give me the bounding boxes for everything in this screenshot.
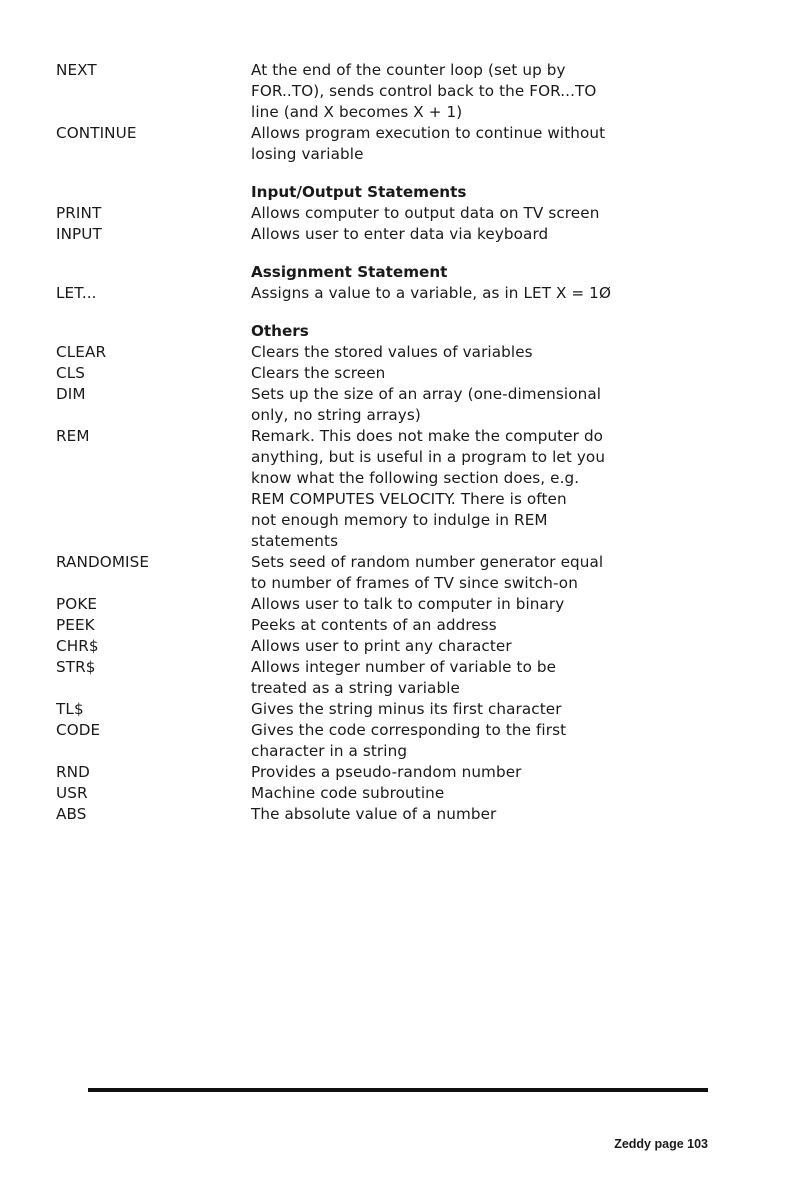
glossary-entry	[56, 123, 716, 165]
command-keyword: PRINT	[56, 204, 102, 222]
command-description: Allows user to talk to computer in binary	[251, 595, 565, 613]
command-keyword: PEEK	[56, 616, 95, 634]
glossary-entry	[56, 783, 716, 804]
command-keyword: RANDOMISE	[56, 553, 150, 571]
glossary-entry	[56, 342, 716, 363]
glossary-entry	[56, 203, 716, 224]
glossary-entry	[56, 699, 716, 720]
command-keyword: CONTINUE	[56, 124, 137, 142]
glossary-entry	[56, 636, 716, 657]
heading-spacer	[56, 321, 251, 342]
horizontal-rule	[88, 1088, 708, 1092]
glossary-entry	[56, 720, 716, 762]
command-keyword: USR	[56, 784, 88, 802]
command-description: Remark. This does not make the computer do anything, but is useful in a program to let you know what the following section does, e.g. REM COMPUTES VELOCITY. There is often not enough memory to indulge in REM statements	[251, 427, 606, 550]
section-heading	[56, 262, 716, 283]
command-keyword: CODE	[56, 721, 101, 739]
glossary-entry	[56, 657, 716, 699]
command-description: Allows computer to output data on TV screen	[251, 204, 600, 222]
command-keyword: NEXT	[56, 61, 97, 79]
section-heading-text: Others	[251, 322, 309, 340]
command-glossary	[56, 60, 716, 825]
command-keyword: CHR$	[56, 637, 99, 655]
command-description: Machine code subroutine	[251, 784, 445, 802]
command-description: Clears the stored values of variables	[251, 343, 533, 361]
section-heading	[56, 321, 716, 342]
command-description: Assigns a value to a variable, as in LET X = 1Ø	[251, 284, 612, 302]
glossary-entry	[56, 615, 716, 636]
command-description: Provides a pseudo-random number	[251, 763, 522, 781]
section-heading	[56, 182, 716, 203]
glossary-entry	[56, 552, 716, 594]
glossary-entry	[56, 224, 716, 245]
command-keyword: DIM	[56, 385, 86, 403]
glossary-entry	[56, 426, 716, 552]
glossary-entry	[56, 594, 716, 615]
command-keyword: ABS	[56, 805, 87, 823]
command-description: The absolute value of a number	[251, 805, 497, 823]
command-keyword: TL$	[56, 700, 84, 718]
glossary-entry	[56, 283, 716, 304]
command-keyword: RND	[56, 763, 90, 781]
command-description: Peeks at contents of an address	[251, 616, 497, 634]
command-description: Clears the screen	[251, 364, 386, 382]
command-description: Sets up the size of an array (one-dimensional only, no string arrays)	[251, 385, 602, 424]
command-keyword: REM	[56, 427, 90, 445]
command-description: Sets seed of random number generator equal to number of frames of TV since switch-on	[251, 553, 604, 592]
command-keyword: CLEAR	[56, 343, 107, 361]
glossary-entry	[56, 804, 716, 825]
command-description: Allows integer number of variable to be treated as a string variable	[251, 658, 557, 697]
command-keyword: STR$	[56, 658, 96, 676]
heading-spacer	[56, 262, 251, 283]
glossary-entry	[56, 384, 716, 426]
section-heading-text: Assignment Statement	[251, 263, 448, 281]
glossary-entry	[56, 762, 716, 783]
glossary-entry	[56, 363, 716, 384]
command-description: At the end of the counter loop (set up by FOR..TO), sends control back to the FOR...TO line (and X becomes X + 1)	[251, 61, 597, 121]
command-keyword: INPUT	[56, 225, 102, 243]
command-keyword: LET...	[56, 284, 97, 302]
command-keyword: POKE	[56, 595, 98, 613]
glossary-entry	[56, 60, 716, 123]
heading-spacer	[56, 182, 251, 203]
page-footer: Zeddy page 103	[614, 1137, 708, 1151]
command-description: Allows user to print any character	[251, 637, 512, 655]
command-description: Allows user to enter data via keyboard	[251, 225, 549, 243]
command-description: Gives the code corresponding to the first character in a string	[251, 721, 567, 760]
command-description: Allows program execution to continue without losing variable	[251, 124, 606, 163]
section-heading-text: Input/Output Statements	[251, 183, 467, 201]
command-description: Gives the string minus its first character	[251, 700, 562, 718]
command-keyword: CLS	[56, 364, 86, 382]
